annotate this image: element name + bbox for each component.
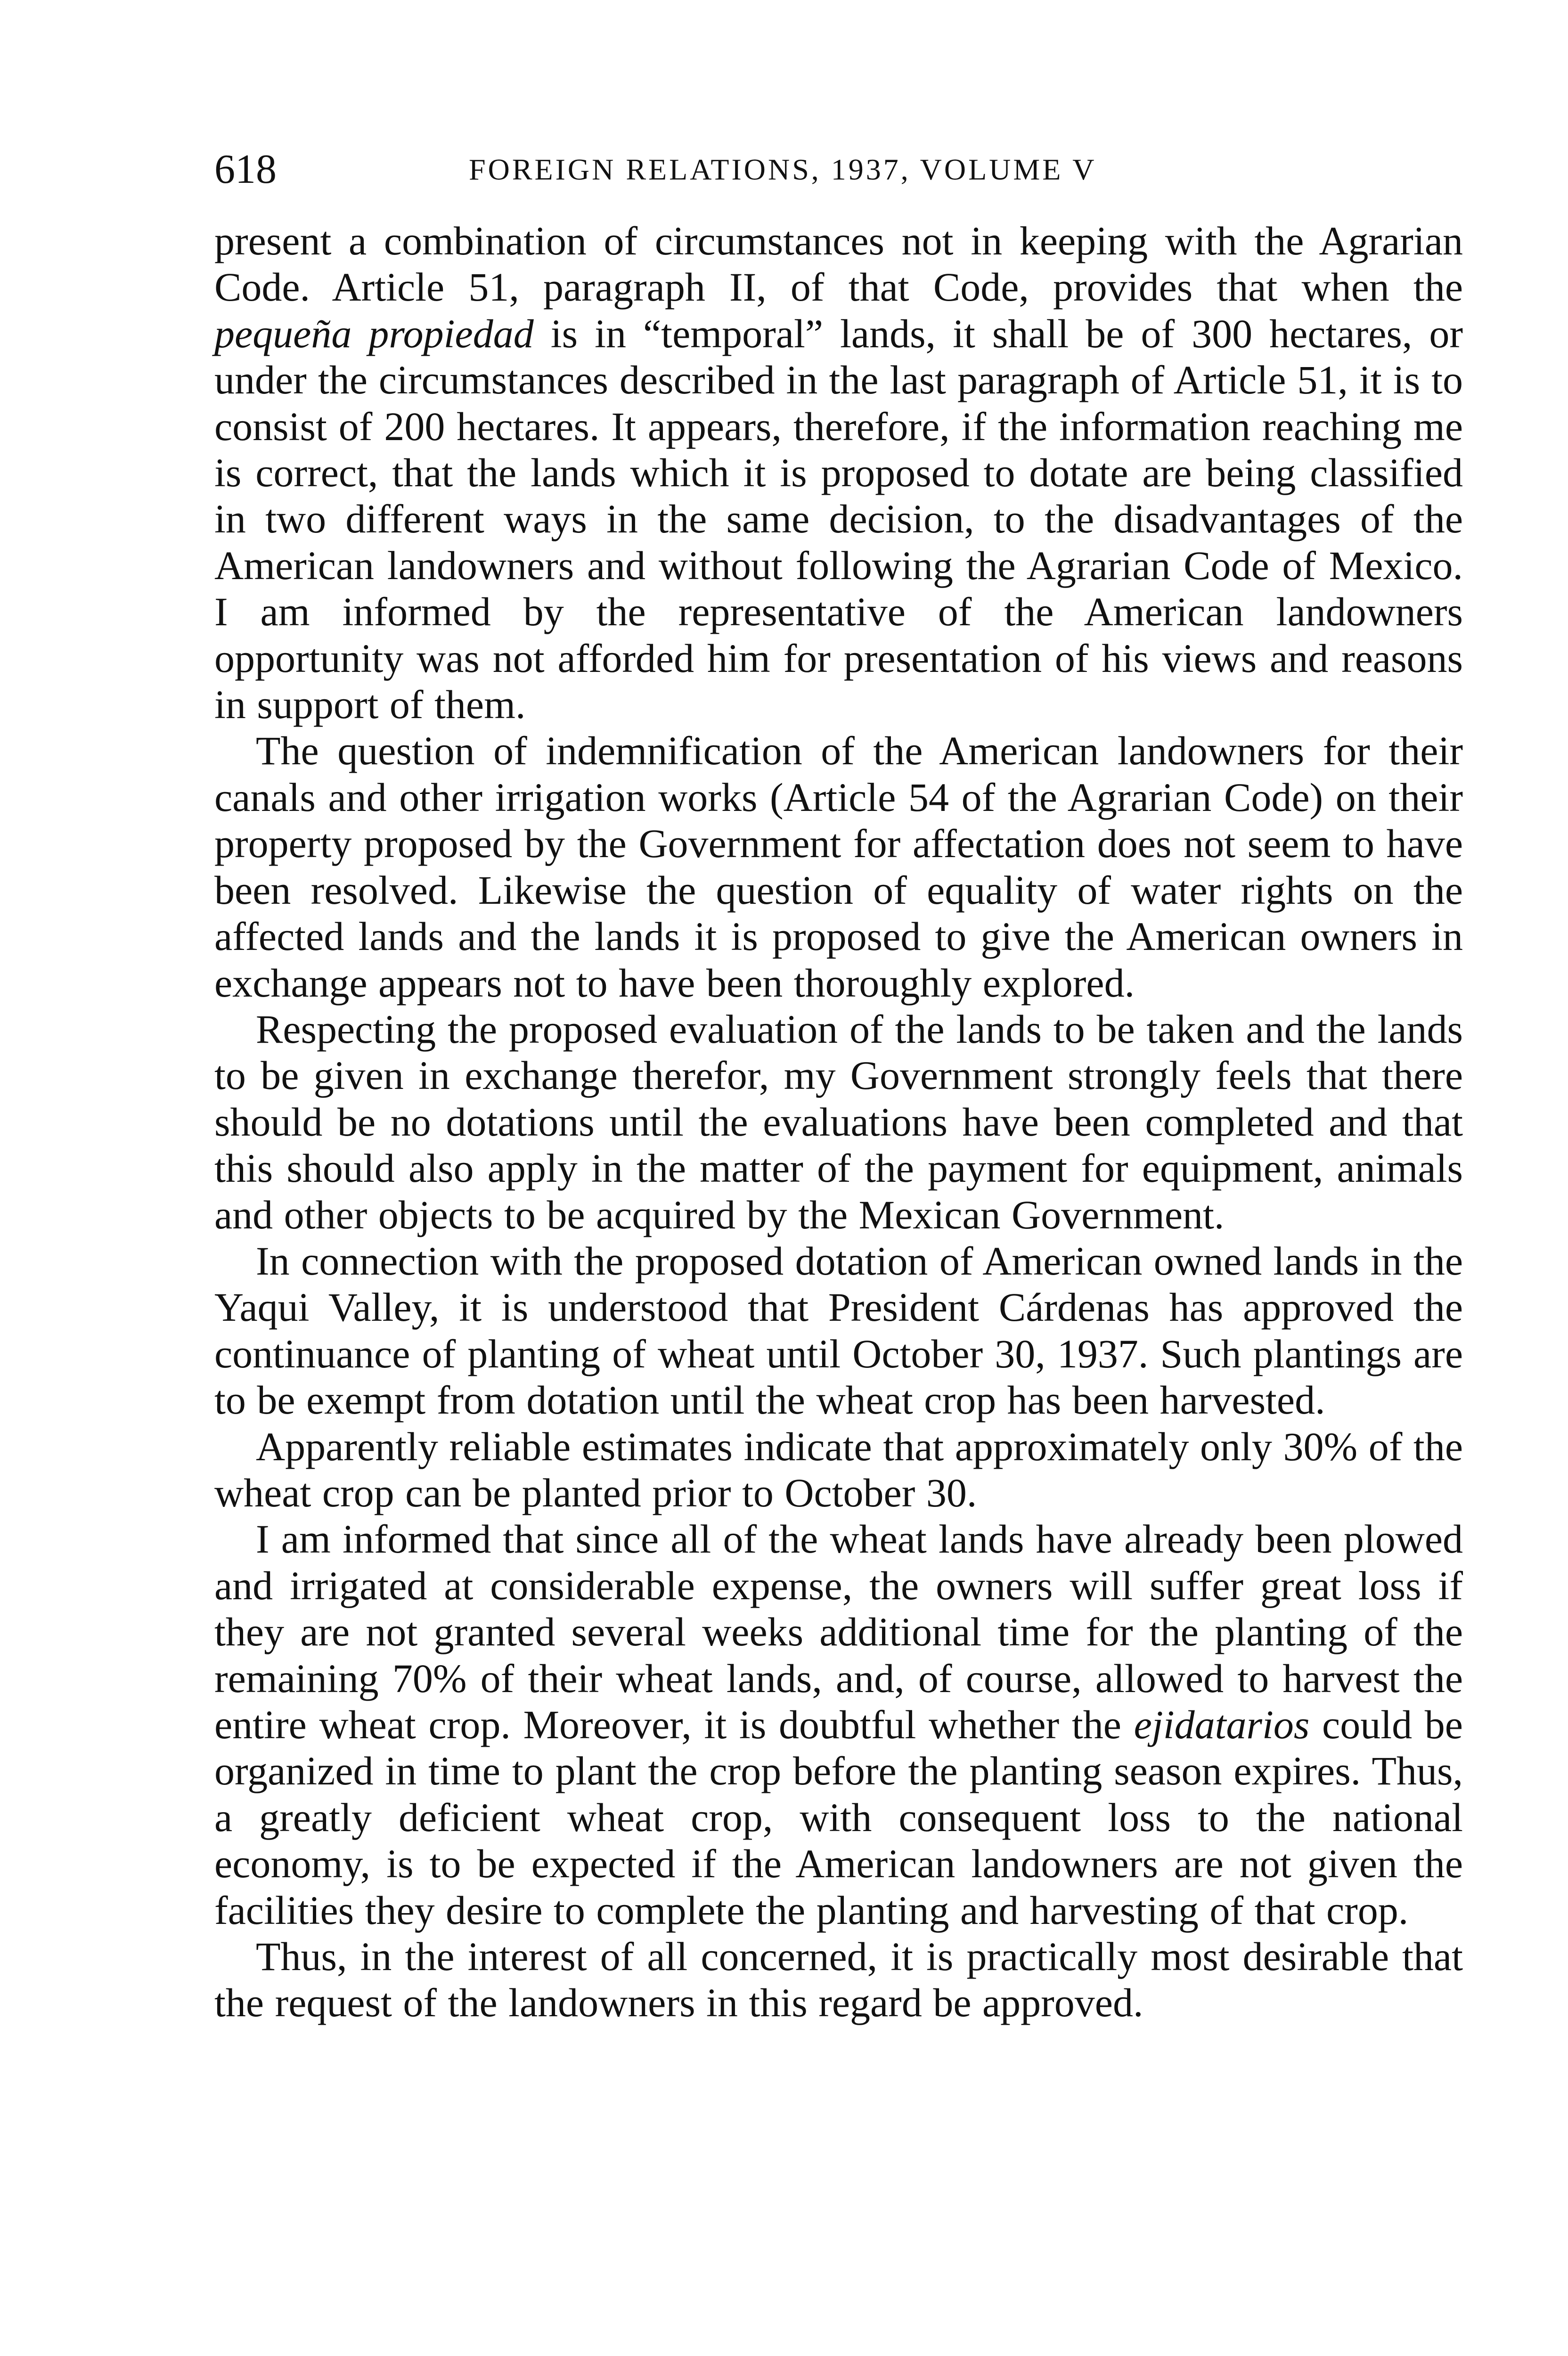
italic-term: pequeña propiedad — [214, 311, 534, 356]
italic-term: ejidatarios — [1134, 1702, 1310, 1747]
paragraph: Apparently reliable estimates indicate that approximately only 30% of the wheat crop can be planted prior to October 30. — [214, 1423, 1463, 1515]
paragraph: Respecting the proposed evaluation of the lands to be taken and the lands to be given in exchange therefor, my Government strongly feels that there should be no dotations until the evaluations have been completed and that this should also apply in the matter of the payment for equipment, animals and other objects to be acquired by the Mexican Government. — [214, 1006, 1463, 1237]
paragraph — [214, 218, 1463, 728]
body-text — [214, 218, 1463, 2026]
paragraph: The question of indemnification of the American landowners for their canals and other irrigation works (Article 54 of the Agrarian Code) on their property proposed by the Government for affectation does not seem to have been resolved. Likewise the question of equality of water rights on the affected lands and the lands it is proposed to give the American owners in exchange appears not to have been thoroughly explored. — [214, 728, 1463, 1006]
paragraph-text: present a combination of circumstances not in keeping with the Agrarian Code. Article 51, paragraph II, of that Code, provides that when the — [214, 218, 1463, 310]
paragraph: Thus, in the interest of all concerned, it is practically most desirable that the request of the landowners in this regard be approved. — [214, 1934, 1463, 2026]
document-page — [214, 141, 1463, 2026]
paragraph-text: I am informed that since all of the wheat lands have already been plowed and irrigated at considerable expense, the owners will suffer great loss if they are not granted several weeks additional time for the planting of the remaining 70% of their wheat lands, and, of course, allowed to harvest the entire wheat crop. Moreover, it is doubtful whether the — [214, 1516, 1463, 1747]
paragraph: In connection with the proposed dotation of American owned lands in the Yaqui Valley, it is understood that President Cárdenas has approved the continuance of planting of wheat until October 30, 1937. Such plantings are to be exempt from dotation until the wheat crop has been harvested. — [214, 1238, 1463, 1423]
paragraph-text: is in “temporal” lands, it shall be of 300 hectares, or under the circumstances described in the last paragraph of Article 51, it is to consist of 200 hectares. It appears, therefore, if the information reaching me is correct, that the lands which it is proposed to dotate are being classified in two different ways in the same decision, to the disadvantages of the American landowners and without following the Agrarian Code of Mexico. I am informed by the representative of the American landowners opportunity was not afforded him for presentation of his views and reasons in support of them. — [214, 311, 1463, 728]
paragraph — [214, 1516, 1463, 1933]
running-title: FOREIGN RELATIONS, 1937, VOLUME V — [469, 153, 1097, 186]
page-number: 618 — [214, 147, 277, 192]
running-header — [214, 141, 1463, 198]
paragraph-text: could be organized in time to plant the crop before the planting season expires. Thus, a greatly deficient wheat crop, with consequent loss to the national economy, is to be expected if the American landowners are not given the facilities they desire to complete the planting and harvesting of that crop. — [214, 1702, 1463, 1933]
